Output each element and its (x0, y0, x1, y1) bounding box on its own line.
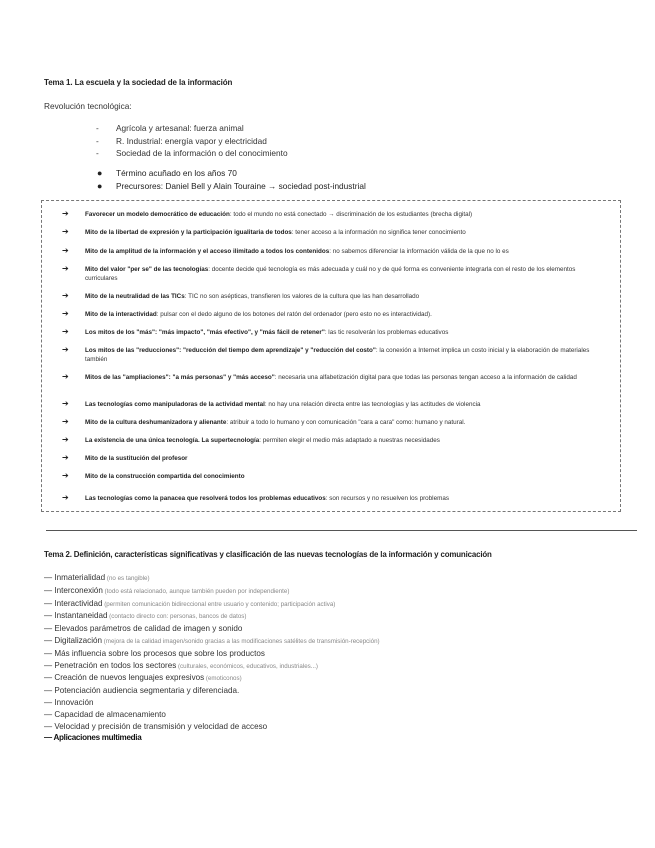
feature-label: — Más influencia sobre los procesos que sobre los productos (44, 648, 265, 658)
feature-item (44, 610, 380, 623)
feature-label: — Digitalización (44, 635, 103, 645)
myth-title: Los mitos de las "reducciones": "reducción del tiempo dem aprendizaje" y "reducción del costo" (85, 347, 376, 354)
arrow-icon: ➔ (62, 471, 69, 480)
myth-title: La existencia de una única tecnología. La supertecnología (85, 437, 260, 444)
myth-text: : son recursos y no resuelven los problemas (325, 495, 449, 502)
arrow-icon: ➔ (62, 435, 69, 444)
feature-label: — Creación de nuevos lenguajes expresivos (44, 673, 205, 683)
feature-note: (mejora de la calidad imagen/sonido gracias a las modificaciones satélites de transmisión-recepción) (102, 637, 380, 645)
feature-item (44, 635, 380, 648)
list-item-text: R. Industrial: energía vapor y electricidad (116, 135, 267, 146)
arrow-icon: ➔ (62, 345, 69, 354)
list-item (96, 167, 366, 180)
myth-item (64, 437, 592, 446)
myth-text: : las tic resolverán los problemas educativos (324, 329, 449, 336)
myth-title: Mito de la sustitución del profesor (85, 455, 188, 462)
arrow-icon: ➔ (62, 309, 69, 318)
myth-item (64, 401, 592, 410)
myth-title: Mito de la cultura deshumanizadora y alienante (85, 419, 227, 426)
feature-label: — Interactividad (44, 598, 103, 608)
feature-item (44, 685, 380, 697)
myth-item (64, 495, 592, 504)
list-item (96, 180, 366, 193)
revolutions-list (96, 122, 288, 160)
list-item-text: Agrícola y artesanal: fuerza animal (116, 123, 244, 133)
myth-item (64, 347, 592, 364)
dash-marker: - (96, 148, 99, 158)
myth-text: : no sabemos diferenciar la información válida de la que no lo es (329, 248, 509, 255)
feature-note: (todo está relacionado, aunque también pueden por independiente) (102, 587, 290, 595)
myth-title: Mito de la libertad de expresión y la participación igualitaria de todos (85, 229, 292, 236)
myth-text: : necesaria una alfabetización digital para que todas las personas tengan acceso a la información de calidad (274, 374, 577, 381)
myth-text: : docente decide qué tecnología es más adecuada y cuál no y de qué forma es conveniente integrarla con el resto de los elementos curriculares (85, 266, 576, 282)
points-list (96, 167, 366, 192)
bullet-icon: ● (97, 168, 103, 178)
feature-item (44, 623, 380, 635)
dash-marker: - (96, 135, 99, 146)
feature-label: — Inmaterialidad (44, 573, 106, 582)
dash-marker: - (96, 123, 99, 133)
myth-title: Mito de la interactividad (85, 311, 157, 318)
feature-item (44, 721, 380, 733)
arrow-icon: ➔ (62, 327, 69, 336)
myth-title: Las tecnologías como manipuladoras de la actividad mental (85, 401, 265, 408)
tema2-title: Tema 2. Definición, características significativas y clasificación de las nuevas tecnologías de la información y comunicación (44, 550, 492, 559)
feature-item (44, 648, 380, 660)
feature-label: — Elevados parámetros de calidad de imagen y sonido (44, 624, 243, 634)
feature-label: — Capacidad de almacenamiento (44, 709, 166, 719)
tema1-intro: Revolución tecnológica: (44, 101, 132, 111)
arrow-icon: ➔ (62, 453, 69, 462)
myth-item (64, 266, 592, 283)
feature-item (44, 672, 380, 685)
myth-item (64, 374, 592, 383)
myth-text: : la conexión a Internet implica un costo inicial y la elaboración de materiales también (85, 347, 590, 363)
myth-item (64, 211, 592, 220)
myth-title: Mitos de las "ampliaciones": "a más personas" y "más acceso" (85, 374, 275, 381)
feature-label: — Instantaneidad (44, 611, 108, 621)
arrow-icon: ➔ (62, 417, 69, 426)
feature-note: (permiten comunicación bidireccional entre usuario y contenido; participación activa) (102, 600, 336, 608)
feature-note: (emoticonos) (204, 675, 242, 683)
arrow-icon: ➔ (62, 372, 69, 381)
myth-item (64, 293, 592, 302)
feature-item (44, 572, 380, 585)
myth-title: Mito de la amplitud de la información y el acceso ilimitado a todos los contenidos (85, 248, 330, 255)
arrow-icon: ➔ (62, 227, 69, 236)
myth-item (64, 229, 592, 238)
feature-item (44, 697, 380, 709)
arrow-icon: ➔ (62, 264, 69, 273)
myth-item (64, 473, 592, 482)
feature-item (44, 732, 380, 744)
list-item-text: Sociedad de la información o del conocimiento (116, 148, 288, 158)
bullet-icon: ● (97, 180, 103, 191)
arrow-icon: ➔ (62, 209, 69, 218)
myth-title: Mito de la neutralidad de las TICs (85, 293, 185, 300)
myth-title: Mito de la construcción compartida del conocimiento (85, 473, 245, 480)
myth-text: : pulsar con el dedo alguno de los botones del ratón del ordenador (pero esto no es interactividad). (156, 311, 432, 318)
arrow-icon: ➔ (62, 246, 69, 255)
myth-title: Favorecer un modelo democrático de educación (85, 211, 230, 218)
feature-item (44, 660, 380, 673)
myth-title: Mito del valor "per se" de las tecnologías (85, 266, 209, 273)
list-item (96, 122, 288, 135)
feature-item (44, 585, 380, 598)
feature-note: (contacto directo con: personas, bancos de datos) (107, 613, 247, 621)
list-item (96, 135, 288, 148)
feature-note: (culturales, económicos, educativos, industriales...) (176, 662, 318, 670)
feature-item (44, 598, 380, 611)
feature-label: — Aplicaciones multimedia (44, 733, 142, 743)
myth-text: : tener acceso a la información no significa tener conocimiento (291, 229, 466, 236)
myth-text: : TIC no son asépticas, transfieren los valores de la cultura que las han desarrollado (184, 293, 420, 300)
feature-label: — Interconexión (44, 585, 103, 595)
myth-item (64, 329, 592, 338)
arrow-icon: ➔ (62, 493, 69, 502)
arrow-icon: ➔ (62, 291, 69, 300)
features-list (44, 572, 380, 744)
section-divider (46, 530, 637, 531)
myth-text: : todo el mundo no está conectado → discriminación de los estudiantes (brecha digital) (229, 211, 473, 218)
feature-label: — Innovación (44, 697, 94, 707)
feature-label: — Potenciación audiencia segmentaria y diferenciada. (44, 686, 240, 696)
myth-title: Las tecnologías como la panacea que resolverá todos los problemas educativos (85, 495, 326, 502)
tema1-title: Tema 1. La escuela y la sociedad de la información (44, 78, 233, 87)
feature-label: — Velocidad y precisión de transmisión y velocidad de acceso (44, 721, 268, 731)
feature-note: (no es tangible) (105, 575, 150, 582)
myth-item (64, 248, 592, 257)
myth-item (64, 455, 592, 464)
myth-title: Los mitos de los "más": "más impacto", "más efectivo", y "más fácil de retener" (85, 329, 325, 336)
list-item-text: Término acuñado en los años 70 (116, 168, 237, 178)
myth-text: : no hay una relación directa entre las tecnologías y las actitudes de violencia (264, 401, 481, 408)
myth-text: : atribuir a todo lo humano y con comunicación "cara a cara" como: humano y natural. (226, 419, 466, 426)
myth-item (64, 311, 592, 320)
feature-label: — Penetración en todos los sectores (44, 660, 177, 670)
list-item-text: Precursores: Daniel Bell y Alain Touraine → sociedad post-industrial (116, 180, 366, 191)
arrow-icon: ➔ (62, 399, 69, 408)
list-item (96, 147, 288, 160)
feature-item (44, 709, 380, 721)
myth-item (64, 419, 592, 428)
myths-box (41, 200, 621, 512)
myth-text: : permiten elegir el medio más adaptado a nuestras necesidades (259, 437, 440, 444)
